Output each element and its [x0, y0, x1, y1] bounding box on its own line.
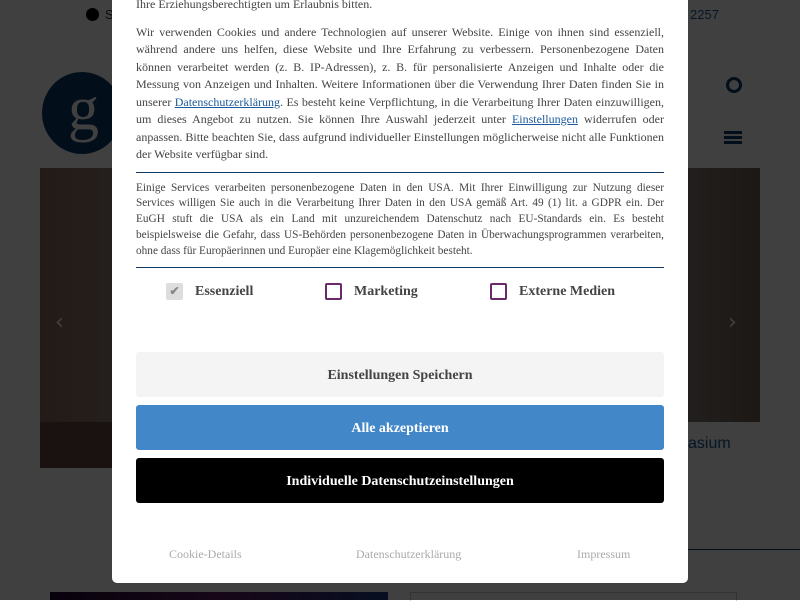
checkbox-essenziell[interactable]: ✔ Essenziell	[166, 283, 253, 300]
cookie-consent-dialog	[112, 0, 688, 583]
divider	[136, 267, 664, 268]
checkbox-box	[325, 283, 342, 300]
checkbox-marketing[interactable]: Marketing	[325, 283, 418, 300]
intro-text: Ihre Erziehungsberechtigten um Erlaubnis bitten.	[136, 0, 373, 11]
us-data-text: Einige Services verarbeiten personenbezogene Daten in den USA. Mit Ihrer Einwilligung zur Nutzung dieser Services willigen Sie auch in die Verarbeitung Ihrer Daten in den USA gemäß Art. 49 (1) lit. a GDPR ein. Der EuGH stuft die USA als ein Land mit unzureichendem Datenschutz nach EU-Standards ein. Es besteht beispielsweise die Gefahr, dass US-Behörden personenbezogene Daten in Überwachungsprogrammen verarbeiten, ohne dass für Europäerinnen und Europäer eine Klagemöglichkeit besteht.	[136, 181, 664, 257]
divider	[136, 172, 664, 173]
checkbox-box	[490, 283, 507, 300]
imprint-link[interactable]: Impressum	[577, 547, 631, 561]
privacy-policy-footer-link[interactable]: Datenschutzerklärung	[356, 547, 462, 561]
accept-all-button[interactable]: Alle akzeptieren	[136, 405, 664, 450]
check-icon: ✔	[166, 283, 183, 300]
cookie-details-link[interactable]: Cookie-Details	[169, 547, 242, 561]
consent-text: Wir verwenden Cookies und andere Technologien auf unserer Website. Einige von ihnen sind essenziell, während andere uns helfen, diese Website und Ihre Erfahrung zu verbessern. Personenbezogene Daten können verarbeitet werden (z. B. IP-Adressen), z. B. für personalisierte Anzeigen und Inhalte oder die Messung von Anzeigen und Inhalten. Weitere Informationen über die Verwendung Ihrer Daten finden Sie in unserer Datenschutzerklärung. Es besteht keine Verpflichtung, in die Verarbeitung Ihrer Daten einzuwilligen, um dieses Angebot zu nutzen. Sie können Ihre Auswahl jederzeit unter Einstellungen widerrufen oder anpassen. Bitte beachten Sie, dass aufgrund individueller Einstellungen möglicherweise nicht alle Funktionen der Website verfügbar sind.	[136, 24, 665, 161]
individual-settings-button[interactable]: Individuelle Datenschutzeinstellungen	[136, 458, 664, 503]
checkbox-externe-medien[interactable]: Externe Medien	[490, 283, 615, 300]
settings-link[interactable]: Einstellungen	[511, 112, 578, 126]
privacy-policy-link[interactable]: Datenschutzerklärung	[174, 94, 281, 109]
save-settings-button[interactable]: Einstellungen Speichern	[136, 352, 664, 397]
